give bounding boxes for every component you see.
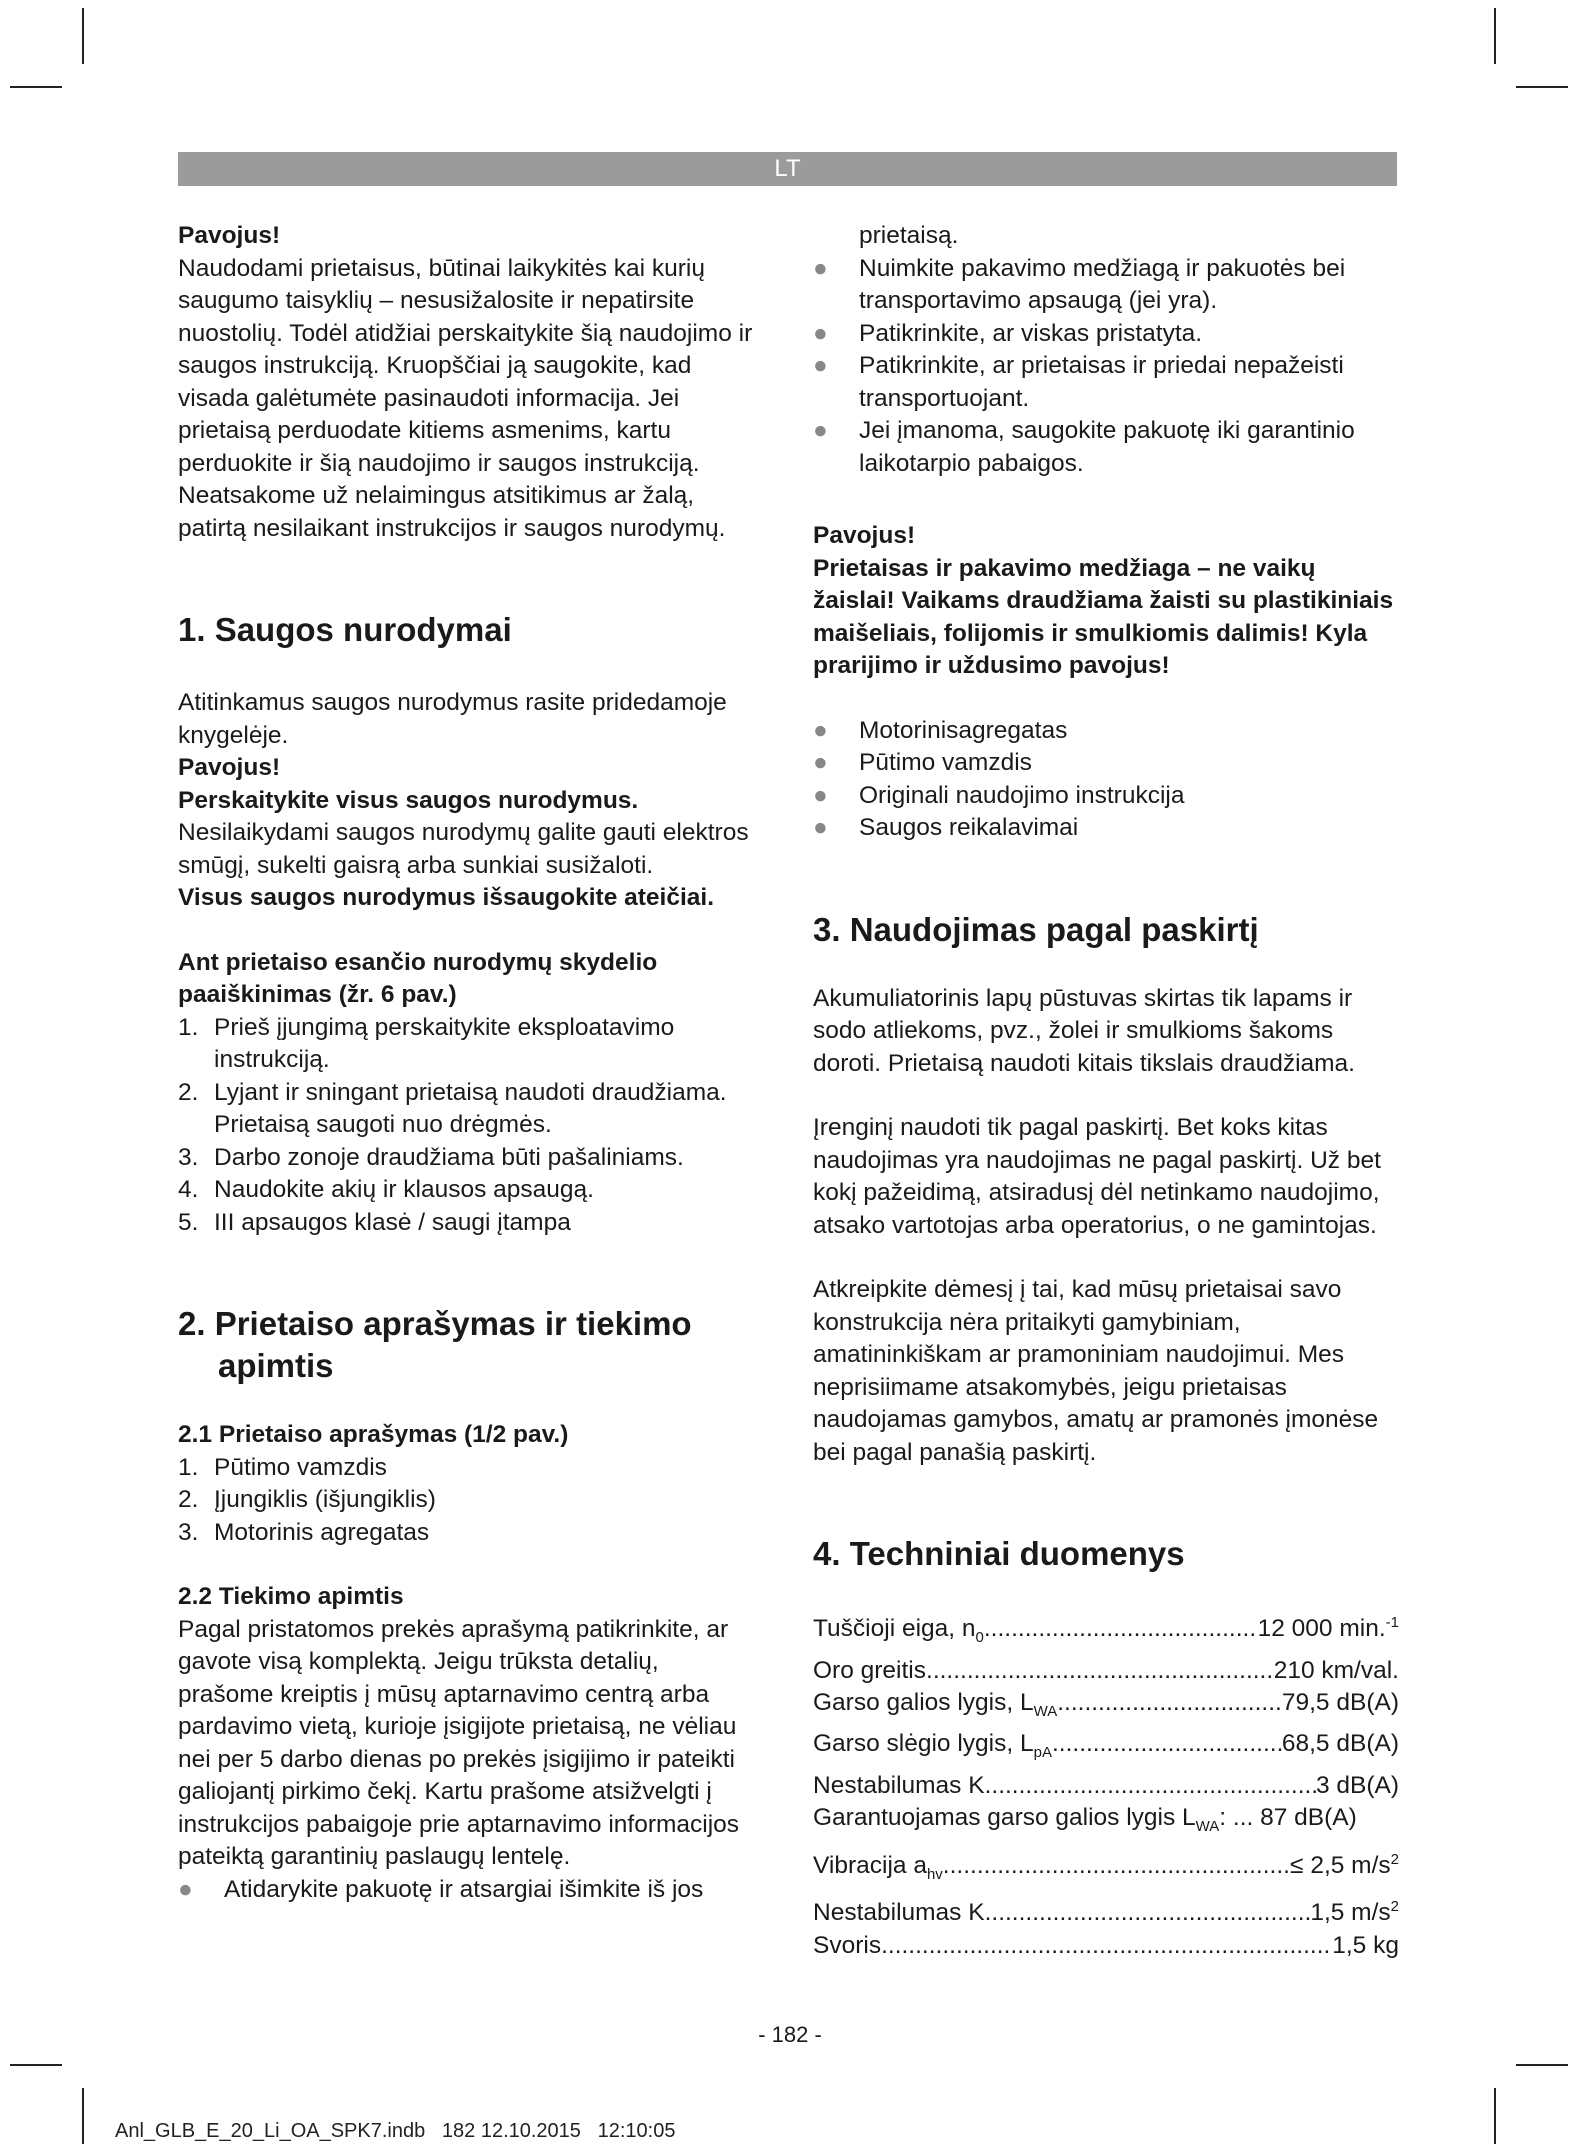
section-1-title: 1. Saugos nurodymai bbox=[178, 611, 512, 648]
s2-subtitle-1: 2.1 Prietaiso aprašymas (1/2 pav.) bbox=[178, 1421, 569, 1448]
list-item: 5. III apsaugos klasė / saugi įtampa bbox=[178, 1208, 571, 1236]
crop-mark bbox=[1494, 8, 1496, 64]
table-row: Svoris ..... 1,5 kg bbox=[813, 1930, 1399, 1963]
bullet-icon: ● bbox=[813, 352, 828, 379]
table-row: Tuščioji eiga, $n_0$ ..... 12 000 min.$^{-1}$ bbox=[813, 1607, 1399, 1655]
language-label: LT bbox=[774, 155, 801, 182]
crop-mark bbox=[1494, 2088, 1496, 2144]
continued-text: prietaisą. bbox=[859, 222, 959, 249]
intro-paragraph: Naudodami prietaisus, būtinai laikykitės kai kurių saugumo taisyklių – nesusižalosite ir nepatirsite nuostolių. Todėl atidžiai perskaitykite šią naudojimo ir saugos instrukciją. Kruopščiai ją saugokite, kad visada galėtumėte pasinaudoti informacija. Jei prietaisą perduodate kitiems asmenims, kartu perduokite ir šią naudojimo ir saugos instrukciją. Neatsakome už nelaimingus atsitikimus ar žalą, patirtą nesilaikant instrukcijos ir saugos nurodymų. bbox=[178, 254, 753, 542]
list-item: 2. Lyjant ir sningant prietaisą naudoti draudžiama. Prietaisą saugoti nuo drėgmės. bbox=[178, 1078, 727, 1138]
table-row: Oro greitis ..... 210 km/val. bbox=[813, 1655, 1399, 1688]
list-item: 3. Motorinis agregatas bbox=[178, 1518, 430, 1546]
section-2-title: 2. Prietaiso aprašymas ir tiekimo apimtis bbox=[178, 1305, 692, 1384]
language-header-bar bbox=[178, 152, 1397, 186]
table-row: Nestabilumas K ..... 1,5 $m/s^2$ bbox=[813, 1891, 1399, 1930]
list-item: ● Patikrinkite, ar prietaisas ir priedai nepažeisti transportuojant. bbox=[813, 350, 1403, 415]
list-item: ● Atidarykite pakuotę ir atsargiai išimkite iš jos bbox=[178, 1874, 758, 1907]
table-row: Garso slėgio lygis, $L_{pA}$ ..... 68,5 dB(A) bbox=[813, 1728, 1399, 1769]
contents-list bbox=[813, 715, 1403, 845]
tech-data-table bbox=[813, 1607, 1399, 1962]
s1-keep-note: Visus saugos nurodymus išsaugokite ateičiai. bbox=[178, 884, 715, 911]
s1-warning-paragraph bbox=[178, 785, 758, 883]
s3-paragraph-1: Akumuliatorinis lapų pūstuvas skirtas tik lapams ir sodo atliekoms, pvz., žolei ir smulkioms šakoms doroti. Prietaisą naudoti kitais tikslais draudžiama. bbox=[813, 984, 1355, 1077]
s2-subtitle-2: 2.2 Tiekimo apimtis bbox=[178, 1583, 404, 1610]
table-row: Garso galios lygis, $L_{WA}$ ..... 79,5 dB(A) bbox=[813, 1687, 1399, 1728]
s3-paragraph-2: Įrenginį naudoti tik pagal paskirtį. Bet koks kitas naudojimas yra naudojimas ne pagal paskirtį. Už bet kokį pažeidimą, atsiradusį dėl netinkamo naudojimo, atsako vartotojas arba operatorius, o ne gamintojas. bbox=[813, 1114, 1381, 1239]
s1-warning-bold: Perskaitykite visus saugos nurodymus. bbox=[178, 786, 639, 814]
print-footer: Anl_GLB_E_20_Li_OA_SPK7.indb 182 12.10.2015 12:10:05 bbox=[115, 2120, 676, 2142]
section-4-title: 4. Techniniai duomenys bbox=[813, 1535, 1185, 1572]
bullet-icon: ● bbox=[813, 417, 828, 444]
unpack-list bbox=[813, 253, 1403, 481]
crop-mark bbox=[1516, 2064, 1568, 2066]
s2-paragraph: Pagal pristatomos prekės aprašymą patikrinkite, ar gavote visą komplektą. Jeigu trūksta detalių, prašome kreiptis į mūsų aptarnavimo centrą arba pardavimo vietą, kurioje įsigijote prietaisą, ne vėliau nei per 5 darbo dienas po prekės įsigijimo ir pateikti galiojantį pirkimo čekį. Kartu prašome atsižvelgti į instrukcijos pabaigoje prie aptarnavimo informacijos pateiktą garantinių paslaugų lentelę. bbox=[178, 1615, 740, 1870]
crop-mark bbox=[1516, 86, 1568, 88]
section-3-title: 3. Naudojimas pagal paskirtį bbox=[813, 910, 1259, 948]
list-item: 3. Darbo zonoje draudžiama būti pašaliniams. bbox=[178, 1143, 684, 1171]
list-item: ● Pūtimo vamzdis bbox=[813, 747, 1403, 780]
list-item: 1. Prieš įjungimą perskaitykite eksploatavimo instrukciją. bbox=[178, 1013, 675, 1073]
list-item: 2. Įjungiklis (išjungiklis) bbox=[178, 1486, 436, 1513]
crop-mark bbox=[82, 2088, 84, 2144]
intro-warning-title: Pavojus! bbox=[178, 222, 281, 249]
panel-list bbox=[178, 1012, 758, 1240]
list-item: ● Originali naudojimo instrukcija bbox=[813, 780, 1403, 813]
table-row: Garantuojamas garso galios lygis $L_{WA}$ : ... 87 dB(A) bbox=[813, 1804, 1357, 1836]
bullet-icon: ● bbox=[813, 319, 828, 347]
list-item: ● Jei įmanoma, saugokite pakuotę iki garantinio laikotarpio pabaigos. bbox=[813, 415, 1403, 480]
s1-warning-text: Nesilaikydami saugos nurodymų galite gauti elektros smūgį, sukelti gaisrą arba sunkiai susižaloti. bbox=[178, 819, 749, 879]
crop-mark bbox=[10, 2064, 62, 2066]
table-row: Nestabilumas K ..... 3 dB(A) bbox=[813, 1770, 1399, 1803]
parts-list bbox=[178, 1452, 758, 1550]
bullet-icon: ● bbox=[178, 1875, 193, 1903]
panel-title: Ant prietaiso esančio nurodymų skydelio paaiškinimas (žr. 6 pav.) bbox=[178, 948, 658, 1008]
list-item: ● Saugos reikalavimai bbox=[813, 812, 1403, 845]
s1-paragraph: Atitinkamus saugos nurodymus rasite pridedamoje knygelėje. bbox=[178, 689, 727, 749]
page-number: - 182 - bbox=[758, 2022, 822, 2047]
s3-paragraph-3: Atkreipkite dėmesį į tai, kad mūsų prietaisai savo konstrukcija nėra pritaikyti gamybiniam, amatininkiškam ar pramoniniam naudojimui. Mes neprisiimame atsakomybės, jeigu prietaisas naudojamas gamybos, amatų ar pramonės įmonėse bei pagal panašią paskirtį. bbox=[813, 1276, 1379, 1466]
right-column bbox=[813, 220, 1403, 1962]
list-item: ● Nuimkite pakavimo medžiagą ir pakuotės bei transportavimo apsaugą (jei yra). bbox=[813, 253, 1403, 318]
list-item: 1. Pūtimo vamzdis bbox=[178, 1453, 387, 1481]
bullet-icon: ● bbox=[813, 716, 828, 744]
bullet-icon: ● bbox=[813, 781, 828, 809]
list-item: 4. Naudokite akių ir klausos apsaugą. bbox=[178, 1176, 594, 1203]
list-item: ● Patikrinkite, ar viskas pristatyta. bbox=[813, 318, 1403, 351]
crop-mark bbox=[10, 86, 62, 88]
child-warning-text: Prietaisas ir pakavimo medžiaga – ne vaikų žaislai! Vaikams draudžiama žaisti su plastikiniais maišeliais, folijomis ir smulkiomis dalimis! Kyla prarijimo ir uždusimo pavojus! bbox=[813, 554, 1394, 679]
s1-warning-title: Pavojus! bbox=[178, 754, 281, 781]
list-item: ● Motorinisagregatas bbox=[813, 715, 1403, 748]
bullet-icon: ● bbox=[813, 814, 828, 841]
bullet-icon: ● bbox=[813, 749, 828, 776]
crop-mark bbox=[82, 8, 84, 64]
bullet-icon: ● bbox=[813, 254, 828, 282]
table-row: Vibracija $a_{hv}$ ..... ≤ 2,5 $m/s^2$ bbox=[813, 1844, 1399, 1892]
child-warning-title: Pavojus! bbox=[813, 522, 916, 549]
left-column bbox=[178, 220, 758, 1906]
